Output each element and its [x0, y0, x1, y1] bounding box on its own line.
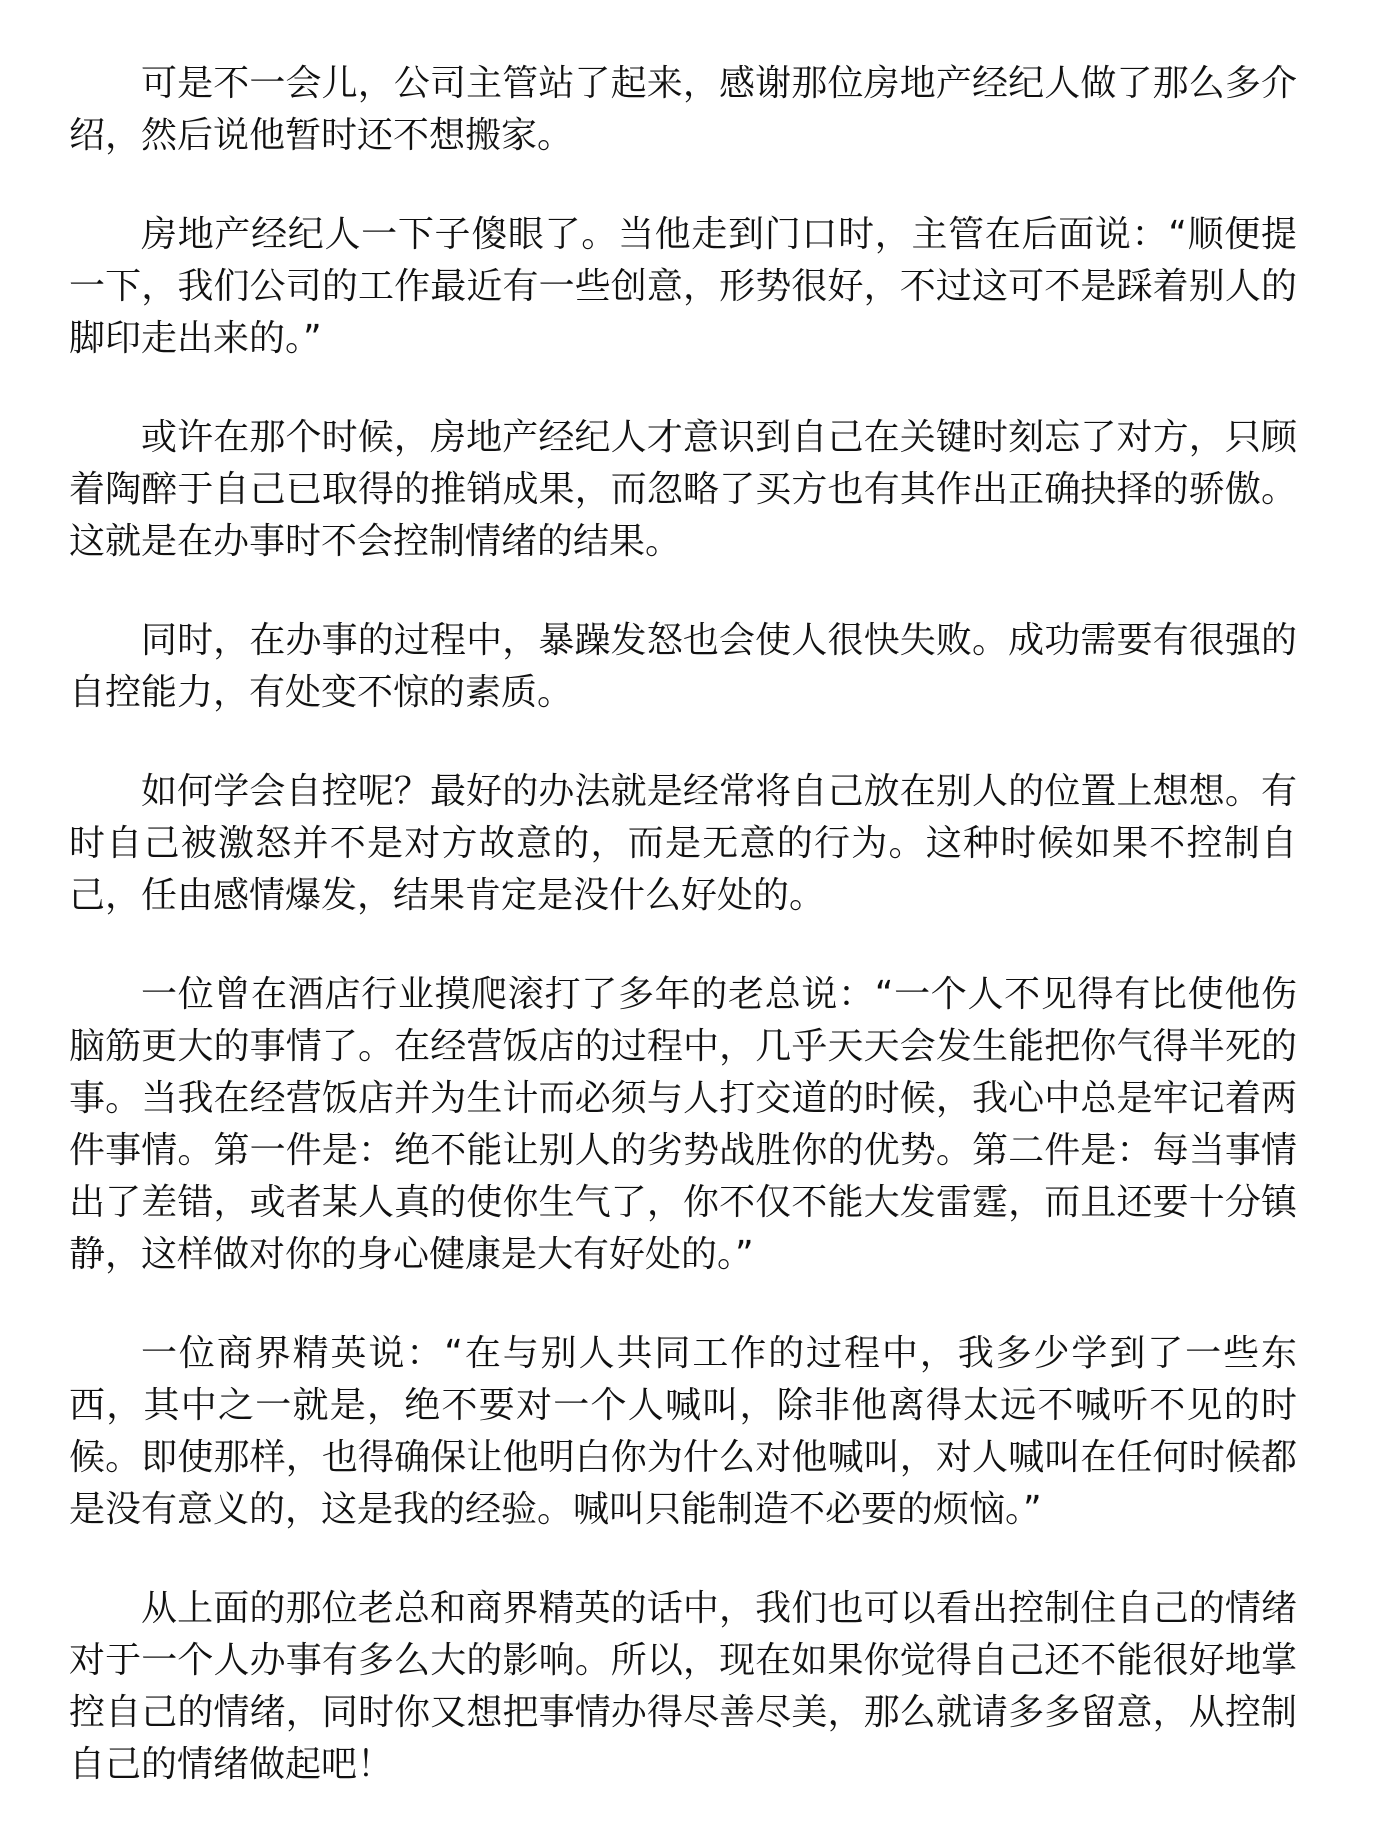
paragraph: 从上面的那位老总和商界精英的话中，我们也可以看出控制住自己的情绪对于一个人办事有多么大的影响。所以，现在如果你觉得自己还不能很好地掌控自己的情绪，同时你又想把事情办得尽善尽美，那么就请多多留意，从控制自己的情绪做起吧！ [69, 1588, 1297, 1785]
document-body [69, 58, 1297, 1838]
paragraph: 或许在那个时候，房地产经纪人才意识到自己在关键时刻忘了对方，只顾着陶醉于自己已取得的推销成果，而忽略了买方也有其作出正确抉择的骄傲。这就是在办事时不会控制情绪的结果。 [69, 417, 1297, 562]
paragraph: 一位曾在酒店行业摸爬滚打了多年的老总说：“一个人不见得有比使他伤脑筋更大的事情了。在经营饭店的过程中，几乎天天会发生能把你气得半死的事。当我在经营饭店并为生计而必须与人打交道的时候，我心中总是牢记着两件事情。第一件是：绝不能让别人的劣势战胜你的优势。第二件是：每当事情出了差错，或者某人真的使你生气了，你不仅不能大发雷霆，而且还要十分镇静，这样做对你的身心健康是大有好处的。” [69, 974, 1297, 1275]
paragraph: 如何学会自控呢？最好的办法就是经常将自己放在别人的位置上想想。有时自己被激怒并不是对方故意的，而是无意的行为。这种时候如果不控制自己，任由感情爆发，结果肯定是没什么好处的。 [69, 771, 1297, 916]
paragraph: 房地产经纪人一下子傻眼了。当他走到门口时，主管在后面说：“顺便提一下，我们公司的工作最近有一些创意，形势很好，不过这可不是踩着别人的脚印走出来的。” [69, 214, 1297, 359]
paragraph: 可是不一会儿，公司主管站了起来，感谢那位房地产经纪人做了那么多介绍，然后说他暂时还不想搬家。 [69, 63, 1297, 156]
paragraph: 一位商界精英说：“在与别人共同工作的过程中，我多少学到了一些东西，其中之一就是，绝不要对一个人喊叫，除非他离得太远不喊听不见的时候。即使那样，也得确保让他明白你为什么对他喊叫，对人喊叫在任何时候都是没有意义的，这是我的经验。喊叫只能制造不必要的烦恼。” [69, 1333, 1297, 1530]
paragraph: 同时，在办事的过程中，暴躁发怒也会使人很快失败。成功需要有很强的自控能力，有处变不惊的素质。 [69, 620, 1297, 713]
